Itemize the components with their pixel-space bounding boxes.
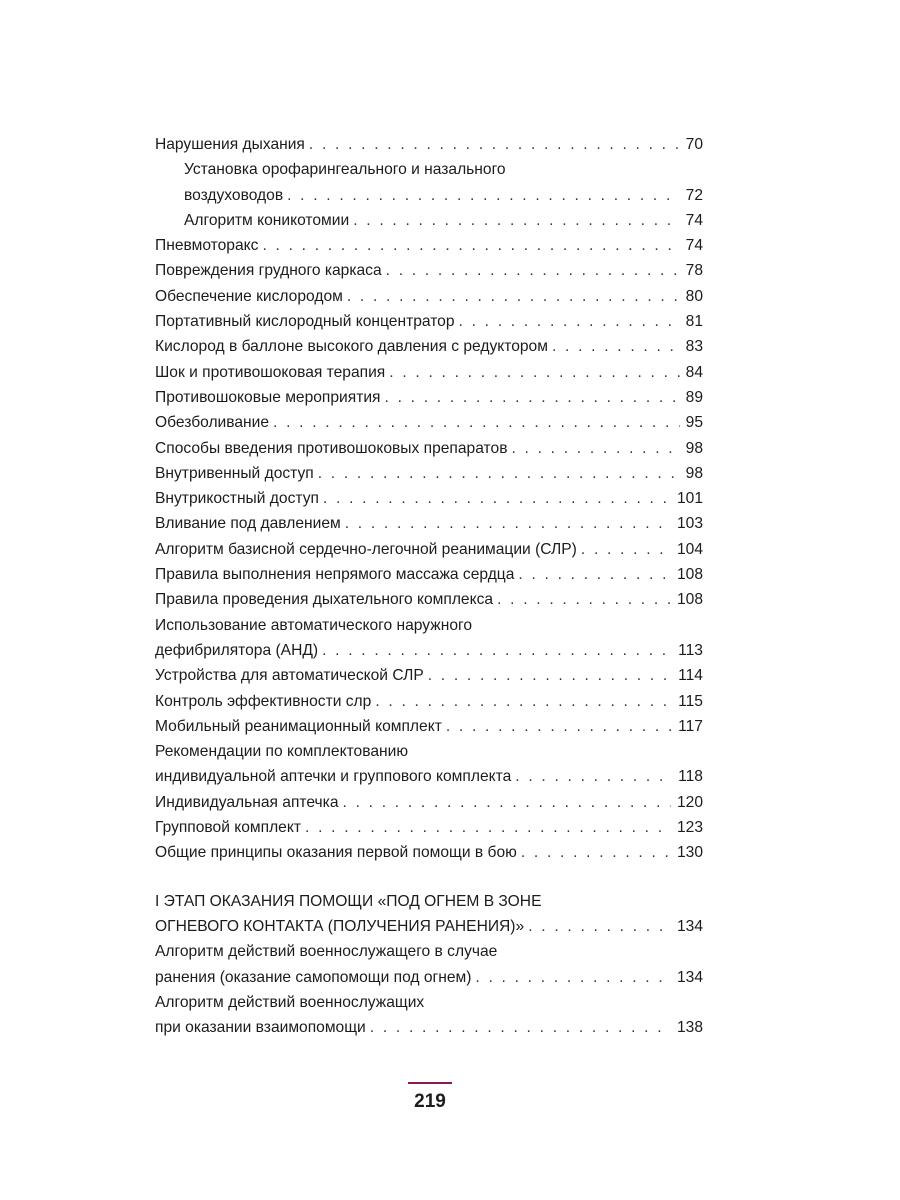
toc-entry-title: ОГНЕВОГО КОНТАКТА (ПОЛУЧЕНИЯ РАНЕНИЯ)» (155, 917, 525, 935)
toc-entry[interactable] (155, 840, 703, 865)
toc-entry-page: 103 (676, 515, 703, 533)
dot-leader (322, 638, 672, 663)
toc-entry-page: 78 (685, 262, 703, 280)
dot-leader (343, 790, 671, 815)
toc-entry[interactable] (155, 233, 703, 258)
toc-entry-title: Обезболивание (155, 414, 270, 432)
toc-entry-title: ранения (оказание самопомощи под огнем) (155, 968, 472, 986)
toc-entry-page: 83 (685, 338, 703, 356)
toc-entry-page: 134 (676, 917, 703, 935)
toc-entry[interactable] (155, 914, 703, 939)
toc-entry-title: Портативный кислородный концентратор (155, 313, 455, 331)
toc-entry-title: Вливание под давлением (155, 515, 341, 533)
toc-entry[interactable] (155, 990, 703, 1015)
toc-entry[interactable] (155, 461, 703, 486)
toc-entry[interactable] (155, 537, 703, 562)
toc-entry-title: Правила проведения дыхательного комплекса (155, 591, 494, 609)
toc-entry-title: Противошоковые мероприятия (155, 388, 381, 406)
toc-entry[interactable] (155, 764, 703, 789)
dot-leader (262, 233, 679, 258)
toc-entry-title: Внутрикостный доступ (155, 490, 319, 508)
dot-leader (428, 663, 672, 688)
toc-entry[interactable] (155, 511, 703, 536)
toc-entry[interactable] (155, 714, 703, 739)
toc-entry-page: 138 (676, 1019, 703, 1037)
toc-entry-page: 74 (685, 237, 703, 255)
toc-entry-page: 123 (676, 819, 703, 837)
dot-leader (515, 764, 672, 789)
toc-entry[interactable] (155, 360, 703, 385)
toc-entry-title: Повреждения грудного каркаса (155, 262, 382, 280)
dot-leader (345, 511, 671, 536)
toc-entry-page: 113 (678, 641, 703, 659)
dot-leader (581, 537, 671, 562)
toc-entry-page: 80 (685, 287, 703, 305)
toc-entry-title: Общие принципы оказания первой помощи в бою (155, 844, 517, 862)
toc-entry[interactable] (155, 1015, 703, 1040)
dot-leader (318, 461, 680, 486)
toc-entry-page: 101 (676, 490, 703, 508)
toc-entry[interactable] (155, 613, 703, 638)
toc-entry[interactable] (155, 889, 703, 914)
toc-entry-title: Индивидуальная аптечка (155, 793, 339, 811)
dot-leader (528, 914, 671, 939)
dot-leader (370, 1015, 671, 1040)
toc-entry-title: I ЭТАП ОКАЗАНИЯ ПОМОЩИ «ПОД ОГНЕМ В ЗОНЕ (155, 892, 542, 910)
dot-leader (386, 258, 680, 283)
toc-entry-page: 74 (685, 211, 703, 229)
toc-entry[interactable] (155, 309, 703, 334)
dot-leader (497, 587, 671, 612)
dot-leader (323, 486, 671, 511)
toc-entry-title: Групповой комплект (155, 819, 301, 837)
toc-entry-page: 70 (685, 136, 703, 153)
toc-entry-title: Кислород в баллоне высокого давления с редуктором (155, 338, 548, 356)
footer-rule (408, 1082, 452, 1084)
toc-entry-title: Внутривенный доступ (155, 464, 314, 482)
toc-entry-title: Способы введения противошоковых препаратов (155, 439, 508, 457)
dot-leader (305, 815, 671, 840)
toc-entry[interactable] (155, 689, 703, 714)
toc-entry[interactable] (155, 939, 703, 964)
toc-entry-title: воздуховодов (184, 186, 284, 204)
toc-entry[interactable] (155, 663, 703, 688)
toc-entry-page: 104 (676, 540, 703, 558)
dot-leader (375, 689, 672, 714)
dot-leader (475, 965, 671, 990)
toc-entry-title: Алгоритм действий военнослужащего в случае (155, 943, 498, 961)
toc-entry[interactable] (155, 157, 703, 182)
toc-entry-title: Правила выполнения непрямого массажа сердца (155, 566, 515, 584)
dot-leader (273, 410, 680, 435)
dot-leader (552, 334, 680, 359)
dot-leader (459, 309, 680, 334)
toc-entry-page: 114 (678, 667, 703, 685)
toc-entry[interactable] (155, 132, 703, 157)
toc-entry-page: 81 (685, 313, 703, 331)
dot-leader (446, 714, 672, 739)
toc-entry-title: Алгоритм базисной сердечно-легочной реанимации (СЛР) (155, 540, 577, 558)
toc-entry[interactable] (155, 638, 703, 663)
toc-entry-title: Установка орофарингеального и назального (184, 161, 506, 179)
table-of-contents (155, 132, 703, 1040)
toc-entry-title: Алгоритм коникотомии (184, 211, 350, 229)
toc-entry-page: 115 (678, 692, 703, 710)
dot-leader (389, 360, 679, 385)
toc-entry[interactable] (155, 183, 703, 208)
toc-entry-page: 118 (678, 768, 703, 786)
toc-entry-title: Использование автоматического наружного (155, 616, 473, 634)
toc-entry[interactable] (155, 436, 703, 461)
toc-entry-title: Алгоритм действий военнослужащих (155, 993, 425, 1011)
toc-entry-page: 95 (685, 414, 703, 432)
toc-entry[interactable] (155, 385, 703, 410)
toc-entry-page: 89 (685, 388, 703, 406)
toc-entry[interactable] (155, 334, 703, 359)
toc-entry-page: 108 (676, 591, 703, 609)
toc-entry-page: 98 (685, 439, 703, 457)
toc-entry-page: 108 (676, 566, 703, 584)
toc-entry[interactable] (155, 587, 703, 612)
dot-leader (287, 183, 680, 208)
toc-entry-title: Устройства для автоматической СЛР (155, 667, 424, 685)
toc-entry[interactable] (155, 258, 703, 283)
toc-entry[interactable] (155, 790, 703, 815)
toc-entry-page: 84 (685, 363, 703, 381)
toc-entry-title: дефибрилятора (АНД) (155, 641, 319, 659)
dot-leader (347, 284, 680, 309)
dot-leader (309, 132, 680, 157)
toc-entry-title: Рекомендации по комплектованию (155, 743, 409, 761)
dot-leader (521, 840, 671, 865)
page-number: 219 (414, 1091, 446, 1112)
toc-entry-page: 120 (676, 793, 703, 811)
dot-leader (385, 385, 680, 410)
toc-entry-page: 130 (676, 844, 703, 862)
toc-entry[interactable] (155, 965, 703, 990)
toc-entry-title: Мобильный реанимационный комплект (155, 717, 442, 735)
dot-leader (511, 436, 679, 461)
toc-entry-title: Нарушения дыхания (155, 136, 305, 153)
toc-entry[interactable] (155, 410, 703, 435)
toc-entry-title: индивидуальной аптечки и группового комплекта (155, 768, 512, 786)
toc-entry-page: 134 (676, 968, 703, 986)
toc-entry[interactable] (155, 739, 703, 764)
toc-entry-page: 117 (678, 717, 703, 735)
toc-entry-title: Пневмоторакс (155, 237, 259, 255)
toc-entry[interactable] (155, 562, 703, 587)
toc-entry-page: 98 (685, 464, 703, 482)
dot-leader (518, 562, 671, 587)
dot-leader (353, 208, 679, 233)
toc-entry[interactable] (155, 486, 703, 511)
toc-entry-title: Контроль эффективности слр (155, 692, 372, 710)
toc-entry-title: при оказании взаимопомощи (155, 1019, 366, 1037)
toc-entry-page: 72 (685, 186, 703, 204)
toc-entry[interactable] (155, 208, 703, 233)
toc-entry[interactable] (155, 815, 703, 840)
toc-entry[interactable] (155, 284, 703, 309)
toc-entry-title: Шок и противошоковая терапия (155, 363, 386, 381)
toc-entry-title: Обеспечение кислородом (155, 287, 343, 305)
